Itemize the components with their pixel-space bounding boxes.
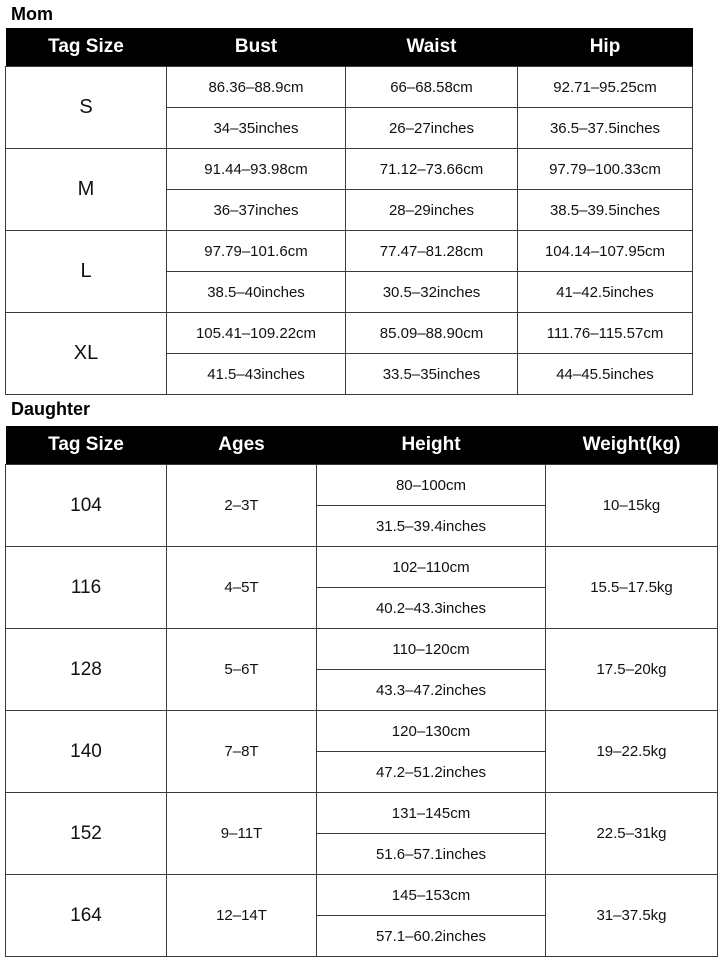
daughter-size-cell: 152 <box>6 793 167 875</box>
height-inch-cell: 43.3–47.2inches <box>317 670 546 711</box>
hip-inch-cell: 38.5–39.5inches <box>518 190 693 231</box>
bust-inch-cell: 36–37inches <box>167 190 346 231</box>
waist-cm-cell: 66–68.58cm <box>346 67 518 108</box>
height-cm-cell: 80–100cm <box>317 465 546 506</box>
table-row <box>6 67 693 108</box>
weight-cell: 19–22.5kg <box>546 711 718 793</box>
hip-inch-cell: 36.5–37.5inches <box>518 108 693 149</box>
daughter-size-cell: 164 <box>6 875 167 957</box>
daughter-size-cell: 116 <box>6 547 167 629</box>
height-cm-cell: 120–130cm <box>317 711 546 752</box>
table-row <box>6 465 718 506</box>
daughter-header-height: Height <box>317 426 546 465</box>
height-inch-cell: 31.5–39.4inches <box>317 506 546 547</box>
bust-inch-cell: 38.5–40inches <box>167 272 346 313</box>
weight-cell: 15.5–17.5kg <box>546 547 718 629</box>
daughter-size-cell: 104 <box>6 465 167 547</box>
height-cm-cell: 145–153cm <box>317 875 546 916</box>
table-row <box>6 629 718 670</box>
bust-cm-cell: 86.36–88.9cm <box>167 67 346 108</box>
waist-cm-cell: 85.09–88.90cm <box>346 313 518 354</box>
ages-cell: 2–3T <box>167 465 317 547</box>
mom-size-cell: L <box>6 231 167 313</box>
daughter-header-tag-size: Tag Size <box>6 426 167 465</box>
table-row <box>6 793 718 834</box>
daughter-header-ages: Ages <box>167 426 317 465</box>
bust-inch-cell: 34–35inches <box>167 108 346 149</box>
mom-header-tag-size: Tag Size <box>6 28 167 67</box>
waist-cm-cell: 71.12–73.66cm <box>346 149 518 190</box>
height-inch-cell: 47.2–51.2inches <box>317 752 546 793</box>
hip-cm-cell: 97.79–100.33cm <box>518 149 693 190</box>
daughter-size-table <box>5 426 718 957</box>
hip-inch-cell: 41–42.5inches <box>518 272 693 313</box>
hip-cm-cell: 92.71–95.25cm <box>518 67 693 108</box>
waist-cm-cell: 77.47–81.28cm <box>346 231 518 272</box>
height-inch-cell: 51.6–57.1inches <box>317 834 546 875</box>
bust-cm-cell: 105.41–109.22cm <box>167 313 346 354</box>
ages-cell: 4–5T <box>167 547 317 629</box>
height-inch-cell: 40.2–43.3inches <box>317 588 546 629</box>
ages-cell: 7–8T <box>167 711 317 793</box>
waist-inch-cell: 30.5–32inches <box>346 272 518 313</box>
mom-header-waist: Waist <box>346 28 518 67</box>
daughter-size-cell: 140 <box>6 711 167 793</box>
hip-cm-cell: 111.76–115.57cm <box>518 313 693 354</box>
hip-cm-cell: 104.14–107.95cm <box>518 231 693 272</box>
bust-cm-cell: 91.44–93.98cm <box>167 149 346 190</box>
table-row <box>6 711 718 752</box>
daughter-header-weight: Weight(kg) <box>546 426 718 465</box>
height-cm-cell: 102–110cm <box>317 547 546 588</box>
mom-size-table <box>5 28 693 395</box>
weight-cell: 10–15kg <box>546 465 718 547</box>
bust-inch-cell: 41.5–43inches <box>167 354 346 395</box>
height-cm-cell: 131–145cm <box>317 793 546 834</box>
table-row <box>6 231 693 272</box>
waist-inch-cell: 26–27inches <box>346 108 518 149</box>
bust-cm-cell: 97.79–101.6cm <box>167 231 346 272</box>
daughter-size-cell: 128 <box>6 629 167 711</box>
table-row <box>6 547 718 588</box>
table-row <box>6 875 718 916</box>
mom-header-bust: Bust <box>167 28 346 67</box>
hip-inch-cell: 44–45.5inches <box>518 354 693 395</box>
daughter-header-row <box>6 426 718 465</box>
waist-inch-cell: 28–29inches <box>346 190 518 231</box>
weight-cell: 31–37.5kg <box>546 875 718 957</box>
ages-cell: 9–11T <box>167 793 317 875</box>
ages-cell: 5–6T <box>167 629 317 711</box>
table-row <box>6 313 693 354</box>
mom-header-hip: Hip <box>518 28 693 67</box>
daughter-section-title: Daughter <box>11 399 91 419</box>
ages-cell: 12–14T <box>167 875 317 957</box>
mom-section-title: Mom <box>11 4 53 24</box>
height-cm-cell: 110–120cm <box>317 629 546 670</box>
waist-inch-cell: 33.5–35inches <box>346 354 518 395</box>
mom-size-cell: S <box>6 67 167 149</box>
weight-cell: 17.5–20kg <box>546 629 718 711</box>
mom-size-cell: M <box>6 149 167 231</box>
height-inch-cell: 57.1–60.2inches <box>317 916 546 957</box>
table-row <box>6 149 693 190</box>
mom-size-cell: XL <box>6 313 167 395</box>
mom-header-row <box>6 28 693 67</box>
weight-cell: 22.5–31kg <box>546 793 718 875</box>
